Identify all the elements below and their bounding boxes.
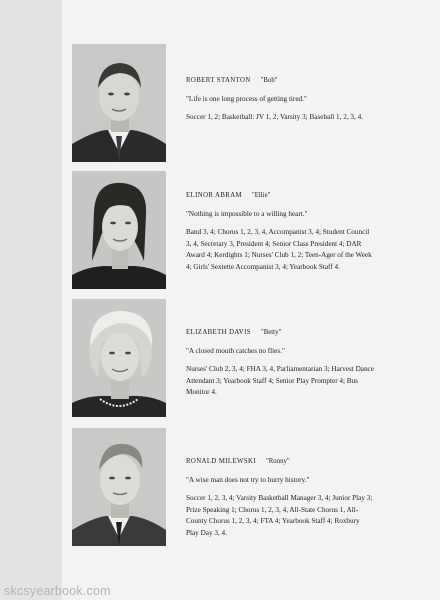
student-nickname: "Ellie" [251,192,271,199]
student-name-line [186,75,374,87]
student-activities: Soccer 1, 2, 3, 4; Varsity Basketball Manager 3, 4; Junior Play 3; Prize Speaking 1; Chorus 1, 2, 3, 4, All-State Chorus 1, All-County Chorus 1, 2, 3, 4; FTA 4; Yearbook Staff 4; Roxbury Play Day 3, 4. [186,494,373,537]
student-name: ROBERT STANTON [186,77,251,84]
student-activities: Soccer 1, 2; Basketball: JV 1, 2, Varsity 3; Baseball 1, 2, 3, 4. [186,113,364,121]
portrait-photo-elinor-abram [72,171,166,289]
portrait-photo-ronald-milewski [72,428,166,546]
student-name-line [186,456,374,468]
student-activities: Nurses' Club 2, 3, 4; FHA 3, 4, Parliamentarian 3; Harvest Dance Attendant 3; Yearbook Staff 4; Senior Play Prompter 4; Bus Monitor 4. [186,365,374,396]
student-activities: Band 3, 4; Chorus 1, 2, 3, 4, Accompanist 3, 4; Student Council 3, 4, Secretary 3, President 4; Senior Class President 4; DAR Award 4; Kerdights 1; Nurses' Club 1, 2; Teen-Ager of the Week 4; Girls' Sextette Accompanist 3, 4; Yearbook Staff 4. [186,228,372,271]
student-entry [186,456,374,539]
student-quote: "A wise man does not try to hurry history." [186,475,310,484]
student-name: ELIZABETH DAVIS [186,329,251,336]
student-nickname: "Ronny" [266,458,290,465]
student-name: RONALD MILEWSKI [186,458,256,465]
student-entry [186,75,374,124]
student-name-line [186,327,374,339]
student-nickname: "Betty" [260,329,282,336]
portrait-photo-robert-stanton [72,44,166,162]
student-quote: "Life is one long process of getting tired." [186,94,307,103]
student-nickname: "Bob" [260,77,278,84]
student-name: ELINOR ABRAM [186,192,242,199]
student-quote: "A closed mouth catches no flies." [186,346,285,355]
portrait-photo-elizabeth-davis [72,299,166,417]
student-entry [186,190,374,273]
student-entry [186,327,374,399]
student-quote: "Nothing is impossible to a willing heart." [186,209,308,218]
site-watermark: skcsyearbook.com [4,584,111,598]
student-name-line [186,190,374,202]
